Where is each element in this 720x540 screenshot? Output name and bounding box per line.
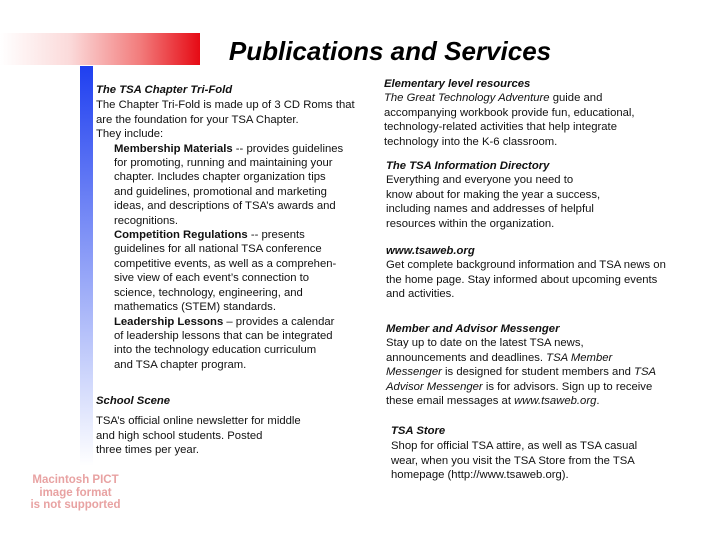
elementary-line: accompanying workbook provide fun, educational, [384, 106, 635, 119]
web-line: the home page. Stay informed about upcoming events [386, 273, 658, 286]
messenger-line: Stay up to date on the latest TSA news, [386, 337, 584, 350]
competition-item [96, 228, 355, 314]
store-heading: TSA Store [391, 425, 446, 437]
trifold-intro-line: They include: [96, 128, 164, 141]
trifold-intro-line: The Chapter Tri-Fold is made up of 3 CD Roms that [96, 99, 355, 112]
competition-line: -- presents [247, 229, 305, 242]
competition-label: Competition Regulations [114, 229, 248, 242]
page-title: Publications and Services [228, 36, 552, 66]
elementary-section [384, 77, 635, 149]
competition-line: guidelines for all national TSA conference [114, 243, 322, 256]
member-messenger-title: Messenger [386, 366, 442, 379]
messenger-text: . [596, 395, 600, 408]
membership-line: for promoting, running and maintaining your [114, 157, 333, 170]
messenger-text: announcements and deadlines. [386, 351, 547, 364]
leadership-line: into the technology education curriculum [114, 344, 317, 357]
title-accent-bar [0, 33, 200, 65]
membership-item [96, 142, 355, 228]
leadership-line: and TSA chapter program. [114, 358, 247, 371]
directory-line: including names and addresses of helpful [386, 203, 594, 216]
elementary-line: guide and [549, 92, 603, 105]
trifold-intro-line: are the foundation for your TSA Chapter. [96, 113, 299, 126]
trifold-section [96, 83, 355, 372]
placeholder-line: image format [39, 486, 112, 499]
competition-line: mathematics (STEM) standards. [114, 301, 276, 314]
elementary-heading: Elementary level resources [384, 78, 531, 90]
placeholder-line: Macintosh PICT [32, 474, 119, 486]
advisor-messenger-title: TSA [634, 366, 657, 379]
directory-line: resources within the organization. [386, 217, 555, 230]
messenger-section [386, 322, 656, 408]
competition-line: competitive events, as well as a comprehen- [114, 257, 337, 270]
directory-line: know about for making the year a success, [386, 188, 601, 201]
web-line: Get complete background information and TSA news on [386, 259, 666, 272]
messenger-url: www.tsaweb.org [514, 395, 597, 408]
membership-line: chapter. Includes chapter organization tips [114, 171, 326, 184]
trifold-heading: The TSA Chapter Tri-Fold [96, 84, 233, 96]
advisor-messenger-title: Advisor Messenger [386, 380, 483, 393]
membership-line: and guidelines, promotional and marketing [114, 185, 327, 198]
leadership-label: Leadership Lessons [114, 315, 224, 328]
membership-line: -- provides guidelines [232, 142, 344, 155]
membership-line: recognitions. [114, 214, 179, 227]
membership-label: Membership Materials [114, 142, 233, 155]
side-accent-bar [80, 66, 93, 466]
competition-line: sive view of each event’s connection to [114, 272, 310, 285]
store-line: Shop for official TSA attire, as well as TSA casual [391, 440, 638, 453]
placeholder-line: is not supported [30, 499, 121, 511]
messenger-text: these email messages at [386, 395, 515, 408]
store-section [391, 424, 637, 483]
unsupported-image-placeholder [18, 474, 133, 512]
school-scene-line: and high school students. Posted [96, 429, 263, 442]
leadership-line: – provides a calendar [223, 315, 335, 328]
competition-line: science, technology, engineering, and [114, 286, 303, 299]
directory-line: Everything and everyone you need to [386, 174, 574, 187]
web-section [386, 244, 666, 302]
member-messenger-title: TSA Member [546, 351, 613, 364]
directory-section [386, 159, 600, 231]
elementary-line: technology into the K-6 classroom. [384, 135, 558, 148]
adventure-title: The Great Technology Adventure [384, 92, 550, 105]
store-line: homepage (http://www.tsaweb.org). [391, 469, 569, 482]
store-line: wear, when you visit the TSA Store from the TSA [391, 454, 635, 467]
school-scene-heading: School Scene [96, 395, 171, 407]
leadership-item [96, 315, 355, 373]
web-heading: www.tsaweb.org [386, 245, 475, 257]
directory-heading: The TSA Information Directory [386, 160, 550, 172]
school-scene-line: TSA’s official online newsletter for middle [96, 415, 301, 428]
elementary-line: technology-related activities that help integrate [384, 121, 617, 134]
membership-line: ideas, and descriptions of TSA’s awards and [114, 200, 336, 213]
messenger-text: is for advisors. Sign up to receive [482, 380, 653, 393]
web-line: and activities. [386, 288, 455, 301]
leadership-line: of leadership lessons that can be integrated [114, 329, 333, 342]
school-scene-line: three times per year. [96, 444, 199, 457]
messenger-text: is designed for student members and [441, 366, 635, 379]
school-scene-section [96, 394, 301, 458]
messenger-heading: Member and Advisor Messenger [386, 323, 560, 335]
